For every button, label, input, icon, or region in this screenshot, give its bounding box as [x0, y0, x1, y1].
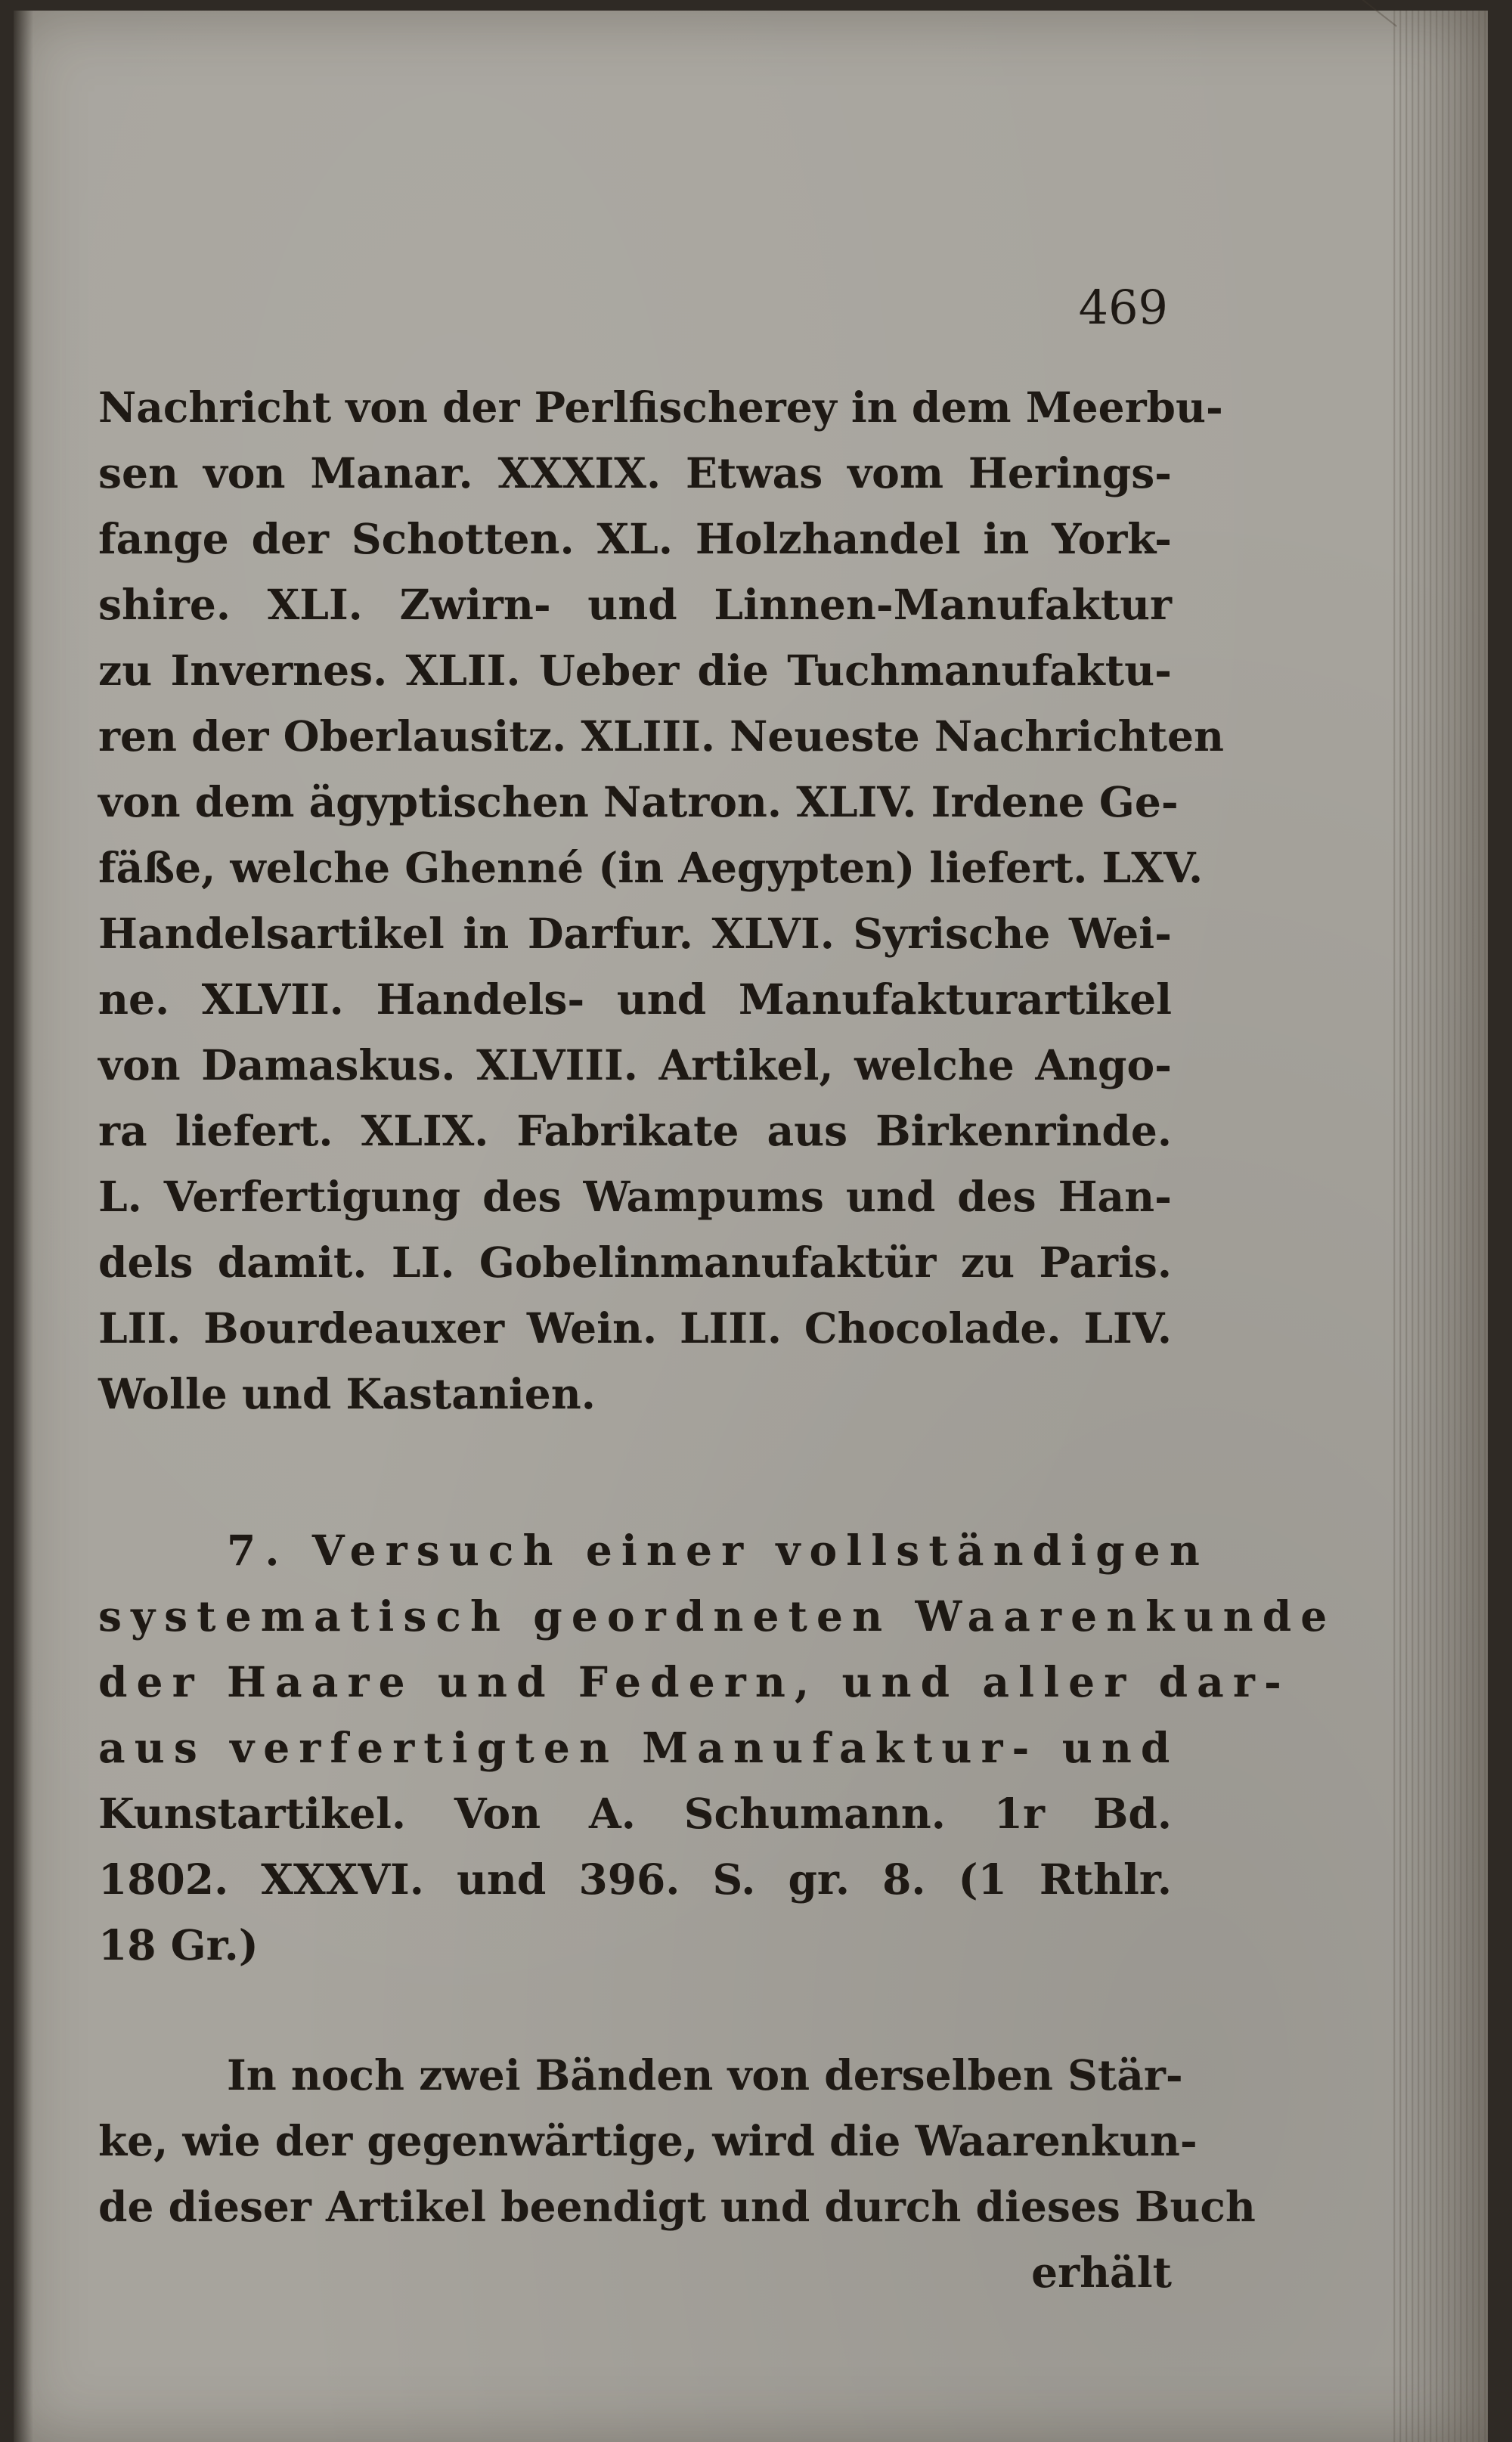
entry-line: Kunstartikel. Von A. Schumann. 1r Bd. — [98, 1789, 1172, 1838]
text-line: ke, wie der gegenwärtige, wird die Waarenkun- — [98, 2116, 1198, 2165]
catchword: erhält — [1031, 2248, 1172, 2297]
page-edge-stack — [1390, 11, 1488, 2442]
text-line: Handelsartikel in Darfur. XLVI. Syrische Wei- — [98, 909, 1172, 958]
text-line: fäße, welche Ghenné (in Aegypten) liefert. LXV. — [98, 843, 1204, 892]
text-line: zu Invernes. XLII. Ueber die Tuchmanufaktu- — [98, 646, 1172, 695]
corner-fold — [1184, 0, 1397, 146]
body-paragraph — [98, 2042, 1256, 2305]
page-number: 469 — [1078, 280, 1168, 335]
entry-line: 18 Gr.) — [98, 1920, 259, 1969]
text-line: von dem ägyptischen Natron. XLIV. Irdene Ge- — [98, 777, 1179, 826]
page-text — [98, 272, 1337, 2305]
text-line: L. Verfertigung des Wampums und des Han- — [98, 1172, 1172, 1221]
entry-title-line: der Haare und Federn, und aller dar- — [98, 1657, 1290, 1706]
text-line: fange der Schotten. XL. Holzhandel in York- — [98, 514, 1172, 563]
entry-line: 1802. XXXVI. und 396. S. gr. 8. (1 Rthlr. — [98, 1855, 1172, 1904]
text-line: Nachricht von der Perlfischerey in dem Meerbu- — [98, 383, 1223, 432]
entry-title-line: aus verfertigten Manufaktur- und — [98, 1723, 1179, 1772]
text-line: Wolle und Kastanien. — [98, 1369, 596, 1418]
bibliographic-entry — [98, 1517, 1337, 1978]
entry-title-line: 7. Versuch einer vollständigen — [227, 1526, 1209, 1575]
text-line: dels damit. LI. Gobelinmanufaktür zu Paris. — [98, 1238, 1172, 1287]
text-line: von Damaskus. XLVIII. Artikel, welche Ango- — [98, 1040, 1172, 1089]
text-line: In noch zwei Bänden von derselben Stär- — [227, 2050, 1183, 2100]
spine-shadow — [14, 11, 33, 2442]
contents-list — [98, 374, 1225, 1427]
text-line: LII. Bourdeauxer Wein. LIII. Chocolade. LIV. — [98, 1303, 1172, 1353]
text-line: sen von Manar. XXXIX. Etwas vom Herings- — [98, 448, 1172, 497]
entry-title-line: systematisch geordneten Waarenkunde — [98, 1591, 1337, 1641]
text-line: ne. XLVII. Handels- und Manufakturartikel — [98, 975, 1172, 1024]
text-line: de dieser Artikel beendigt und durch dieses Buch — [98, 2182, 1256, 2231]
text-line: ren der Oberlausitz. XLIII. Neueste Nachrichten — [98, 711, 1225, 761]
text-line: shire. XLI. Zwirn- und Linnen-Manufaktur — [98, 580, 1172, 629]
text-line: ra liefert. XLIX. Fabrikate aus Birkenrinde. — [98, 1106, 1172, 1155]
